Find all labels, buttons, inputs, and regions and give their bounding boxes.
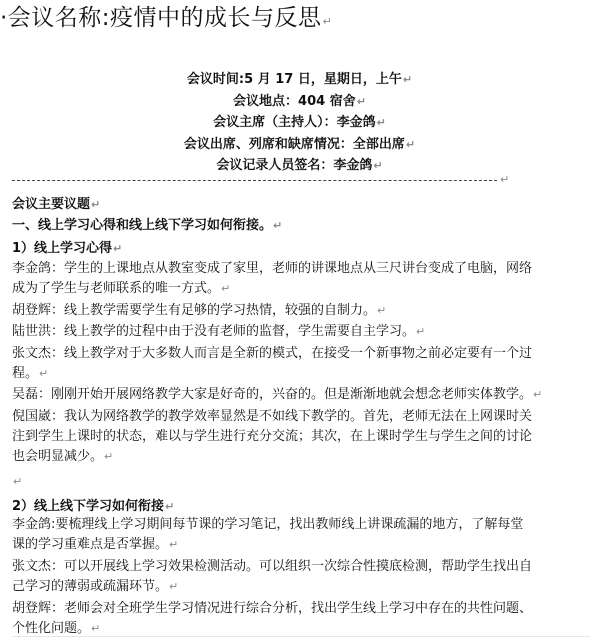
paragraph-zhang-wenjie-1: 张文杰：线上教学对于大多数人而言是全新的模式，在接受一个新事物之前必定要有一个过 程。↵ [12, 346, 533, 381]
meeting-attendance: 会议出席、列席和缺席情况：全部出席↵ [183, 137, 416, 152]
empty-paragraph [12, 472, 590, 492]
paragraph-mark-icon: ↵ [13, 475, 23, 488]
paragraph-hu-denghui-1: 胡登辉：线上教学需要学生有足够的学习热情，较强的自制力。↵ [12, 303, 387, 318]
paragraph-zhang-wenjie-2: 张文杰：可以开展线上学习效果检测活动。可以组织一次综合性摸底检测，帮助学生找出自 己学习的薄弱或疏漏环节。↵ [12, 559, 533, 594]
paragraph-ni-guowei: 倪国崴：我认为网络教学的教学效率显然是不如线下教学的。首先，老师无法在上网课时关 注到学生上课时的状态，难以与学生进行充分交流；其次，在上课时学生与学生之间的讨论 也会明显减少。↵ [12, 409, 533, 464]
paragraph-mark-icon: ↵ [533, 388, 543, 401]
paragraph-mark-icon: ↵ [165, 500, 175, 513]
paragraph-lu-shihong: 陆世洪：线上教学的过程中由于没有老师的监督，学生需要自主学习。↵ [12, 324, 426, 339]
agenda-label: 会议主要议题↵ [12, 197, 101, 212]
paragraph-mark-icon: ↵ [113, 242, 123, 255]
topic-heading: 一、线上学习心得和线上线下学习如何衔接。↵ [12, 218, 283, 233]
meeting-place: 会议地点：404 宿舍↵ [233, 94, 366, 109]
paragraph-mark-icon: ↵ [377, 304, 387, 317]
title-text: ·会议名称:疫情中的成长与反思 [0, 5, 322, 31]
paragraph-mark-icon: ↵ [91, 622, 101, 635]
paragraph-mark-icon: ↵ [500, 173, 510, 186]
paragraph-mark-icon: ↵ [104, 450, 114, 463]
subtopic-heading-1: 1）线上学习心得↵ [12, 241, 123, 256]
paragraph-mark-icon: ↵ [273, 219, 283, 232]
meeting-time: 会议时间:5 月 17 日，星期日，上午↵ [186, 72, 413, 87]
paragraph-mark-icon: ↵ [356, 95, 366, 108]
paragraph-mark-icon: ↵ [416, 325, 426, 338]
paragraph-mark-icon: ↵ [373, 159, 383, 172]
document-title [0, 4, 332, 36]
paragraph-mark-icon: ↵ [39, 367, 49, 380]
subtopic-heading-2: 2）线上线下学习如何衔接↵ [12, 499, 175, 514]
paragraph-mark-icon: ↵ [322, 15, 333, 28]
paragraph-mark-icon: ↵ [169, 538, 179, 551]
dashed-separator [12, 180, 497, 181]
paragraph-mark-icon: ↵ [376, 116, 386, 129]
paragraph-wu-lei: 吴磊：刚刚开始开展网络教学大家是好奇的，兴奋的。但是渐渐地就会想念老师实体教学。↵ [12, 387, 543, 402]
paragraph-mark-icon: ↵ [405, 138, 416, 151]
page-bottom-rule [12, 636, 590, 637]
paragraph-li-jinge-2: 李金鸽:要梳理线上学习期间每节课的学习笔记，找出教师线上讲课疏漏的地方，了解每堂 课的学习重难点是否掌握。↵ [12, 517, 524, 552]
paragraph-mark-icon: ↵ [402, 73, 413, 86]
meeting-recorder: 会议记录人员签名：李金鸽↵ [216, 158, 383, 173]
paragraph-hu-denghui-2: 胡登辉：老师会对全班学生学习情况进行综合分析，找出学生线上学习中存在的共性问题、 个性化问题。↵ [12, 601, 533, 636]
meeting-host: 会议主席（主持人）：李金鸽↵ [213, 115, 386, 130]
paragraph-mark-icon: ↵ [221, 282, 231, 295]
paragraph-mark-icon: ↵ [169, 580, 179, 593]
paragraph-li-jinge-1: 李金鸽：学生的上课地点从教室变成了家里，老师的讲课地点从三尺讲台变成了电脑，网络 成为了学生与老师联系的唯一方式。↵ [12, 261, 533, 296]
paragraph-mark-icon: ↵ [91, 198, 101, 211]
